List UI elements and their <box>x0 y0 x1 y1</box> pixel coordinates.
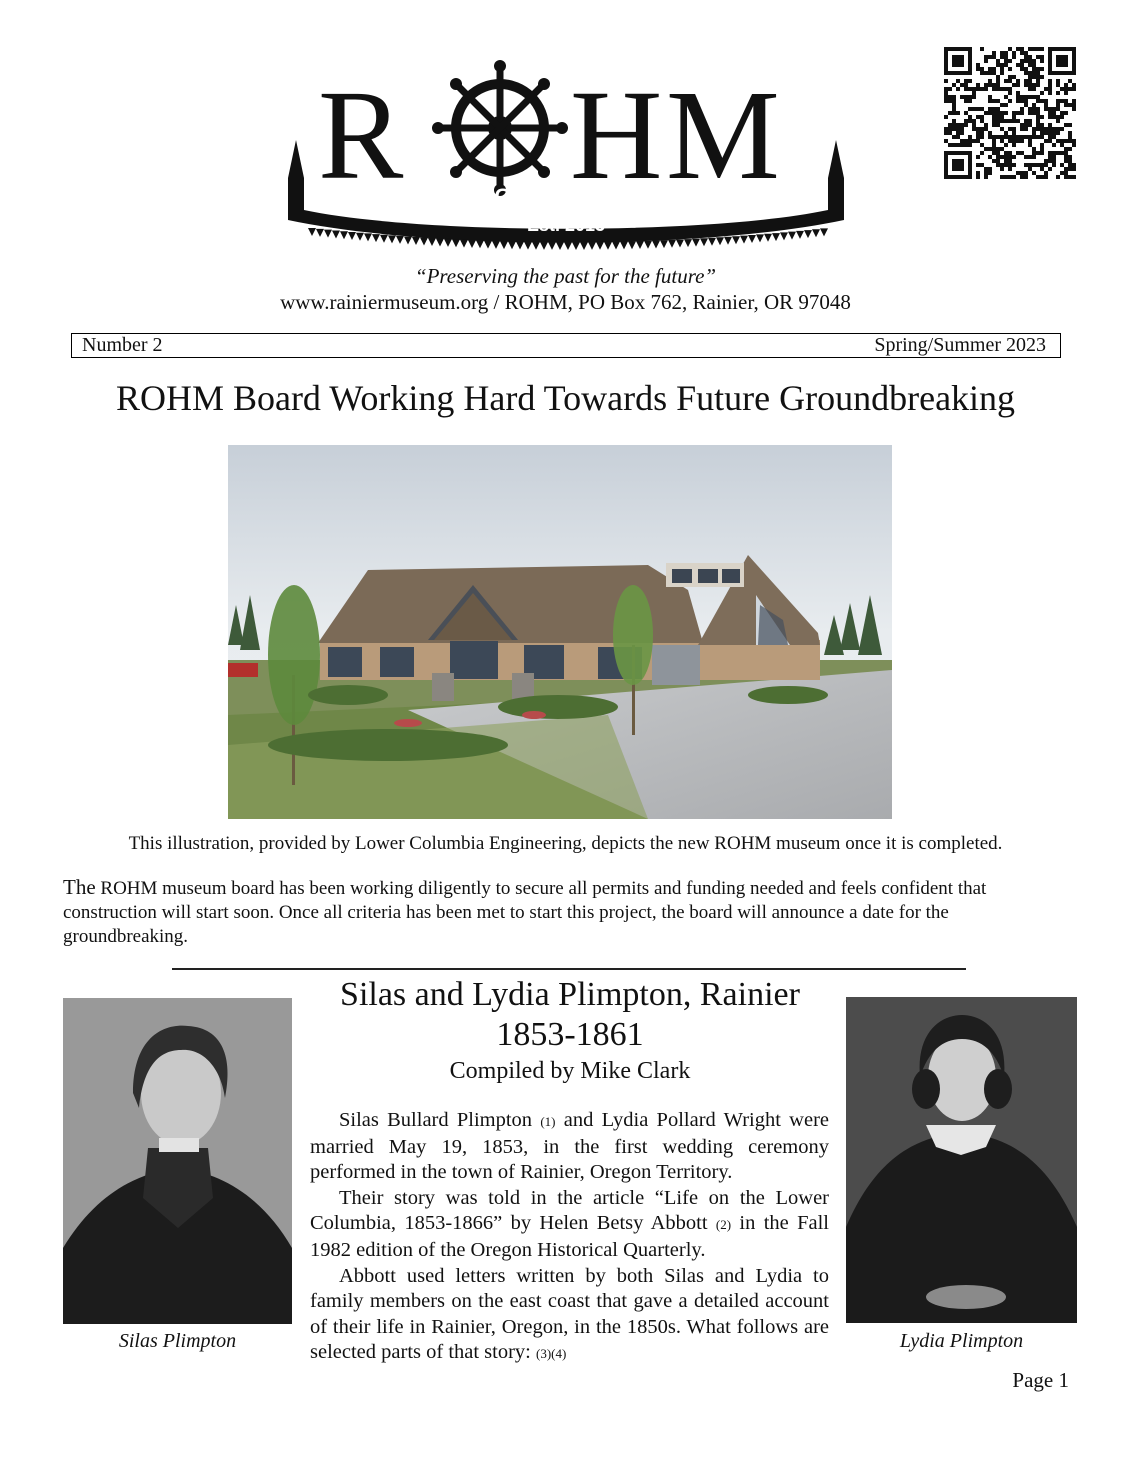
footnote-ref: (3)(4) <box>536 1346 567 1362</box>
lead-first-word: The <box>63 875 96 899</box>
lydia-portrait-image <box>846 997 1077 1323</box>
lead-body-text: ROHM museum board has been working diligently to secure all permits and funding needed and feels confident that construction will start soon. Once all criteria has been met to start this project, the board will announce a date for the groundbreaking. <box>63 878 987 947</box>
section-divider <box>172 968 966 970</box>
silas-caption: Silas Plimpton <box>118 1330 237 1352</box>
lead-body <box>63 875 1073 949</box>
feature-title <box>296 975 844 1055</box>
issue-season: Spring/Summer 2023 <box>874 334 1046 356</box>
rohm-logo <box>282 60 850 260</box>
logo-established: Est. 2015 <box>526 215 606 235</box>
footnote-ref: (1) <box>540 1114 556 1129</box>
feature-title-line1: Silas and Lydia Plimpton, Rainier <box>340 976 800 1013</box>
feature-paragraph: Their story was told in the article “Life on the Lower Columbia, 1853-1866” by Helen Betsy Abbott (2) in the Fall 1982 edition of the Oregon Historical Quarterly. <box>310 1186 829 1261</box>
feature-body <box>310 1108 829 1367</box>
page-number: Page 1 <box>1012 1368 1069 1392</box>
logo-letter-h: H <box>570 64 663 206</box>
logo-museum-name: RAINIER OREGON HISTORICAL MUSEUM <box>356 185 776 208</box>
image-caption: This illustration, provided by Lower Columbia Engineering, depicts the new ROHM museum once it is completed. <box>128 833 1003 854</box>
feature-paragraph: Abbott used letters written by both Silas and Lydia to family members on the east coast that gave a detailed account of their life in Rainier, Oregon, in the 1850s. What follows are selected parts of that story: (3)(4) <box>310 1264 829 1364</box>
lead-headline: ROHM Board Working Hard Towards Future Groundbreaking <box>115 378 1016 418</box>
lydia-caption: Lydia Plimpton <box>899 1330 1024 1352</box>
logo-letter-r: R <box>318 64 404 206</box>
qr-code-icon[interactable] <box>944 47 1076 179</box>
silas-portrait-image <box>63 998 292 1324</box>
logo-letter-m: M <box>666 64 780 206</box>
ships-wheel-icon <box>432 60 568 196</box>
feature-byline: Compiled by Mike Clark <box>449 1058 691 1084</box>
footnote-ref: (2) <box>715 1217 732 1233</box>
feature-title-line2: 1853-1861 <box>496 1016 644 1053</box>
feature-paragraph: Silas Bullard Plimpton (1) and Lydia Pollard Wright were married May 19, 1853, in the first wedding ceremony performed in the town of Rainier, Oregon Territory. <box>310 1109 829 1184</box>
tagline: “Preserving the past for the future” <box>414 264 717 288</box>
issue-bar <box>71 333 1061 358</box>
address-line: www.rainiermuseum.org / ROHM, PO Box 762, Rainier, OR 97048 <box>280 290 851 314</box>
issue-number: Number 2 <box>82 334 163 356</box>
museum-rendering-image <box>228 445 892 819</box>
